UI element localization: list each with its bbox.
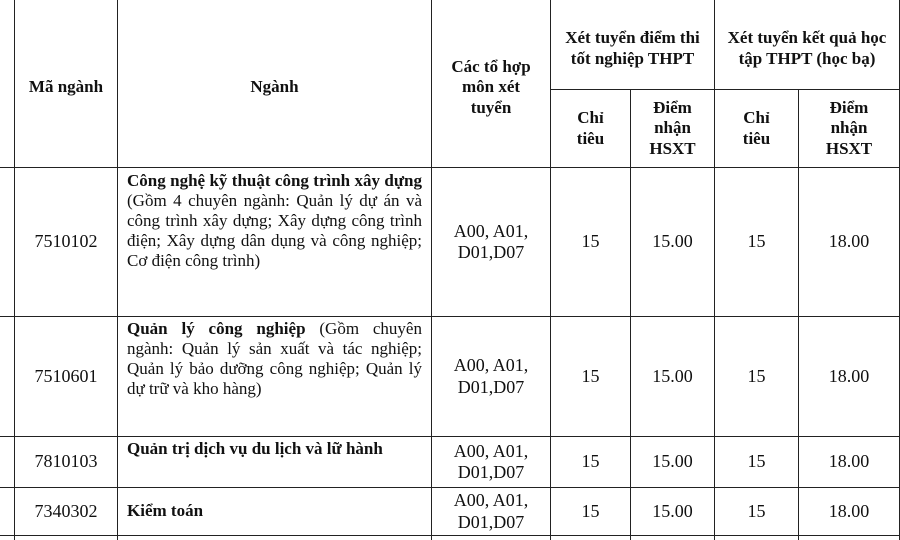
row-thpt-quota: 15 — [551, 488, 631, 536]
margin-cell — [799, 536, 900, 540]
header-major: Ngành — [118, 8, 432, 168]
margin-cell — [0, 0, 15, 8]
row-major — [118, 168, 432, 317]
margin-cell — [0, 437, 15, 488]
major-name: Quản trị dịch vụ du lịch và lữ hành — [127, 439, 383, 458]
margin-cell — [0, 536, 15, 540]
row-major — [118, 437, 432, 488]
row-thpt-score: 15.00 — [631, 488, 715, 536]
margin-cell — [0, 8, 15, 168]
row-major — [118, 317, 432, 437]
row-code: 7510601 — [15, 317, 118, 437]
margin-cell — [0, 168, 15, 317]
row-hocba-score: 18.00 — [799, 437, 900, 488]
header-group-hocba: Xét tuyển kết quả học tập THPT (học bạ) — [715, 8, 900, 90]
row-thpt-score: 15.00 — [631, 317, 715, 437]
row-hocba-score: 18.00 — [799, 168, 900, 317]
row-thpt-quota: 15 — [551, 437, 631, 488]
row-thpt-quota: 15 — [551, 168, 631, 317]
major-name: Quản lý công nghiệp — [127, 319, 306, 338]
header-subject-combos: Các tổ hợp môn xét tuyển — [432, 8, 551, 168]
header-hocba-quota: Chỉ tiêu — [715, 90, 799, 168]
margin-cell — [118, 0, 432, 8]
margin-cell — [551, 536, 631, 540]
row-hocba-score: 18.00 — [799, 488, 900, 536]
row-thpt-score: 15.00 — [631, 168, 715, 317]
margin-cell — [0, 488, 15, 536]
header-group-thpt: Xét tuyển điểm thi tốt nghiệp THPT — [551, 8, 715, 90]
major-name: Công nghệ kỹ thuật công trình xây dựng — [127, 171, 422, 190]
row-major — [118, 488, 432, 536]
margin-cell — [551, 0, 715, 8]
margin-cell — [0, 317, 15, 437]
row-code: 7340302 — [15, 488, 118, 536]
row-combos: A00, A01, D01,D07 — [432, 437, 551, 488]
header-code: Mã ngành — [15, 8, 118, 168]
row-hocba-quota: 15 — [715, 488, 799, 536]
margin-cell — [432, 536, 551, 540]
header-thpt-score: Điểm nhận HSXT — [631, 90, 715, 168]
row-hocba-quota: 15 — [715, 317, 799, 437]
row-hocba-score: 18.00 — [799, 317, 900, 437]
header-hocba-score: Điểm nhận HSXT — [799, 90, 900, 168]
row-combos: A00, A01, D01,D07 — [432, 488, 551, 536]
header-thpt-quota: Chỉ tiêu — [551, 90, 631, 168]
row-thpt-score: 15.00 — [631, 437, 715, 488]
row-thpt-quota: 15 — [551, 317, 631, 437]
row-combos: A00, A01, D01,D07 — [432, 168, 551, 317]
margin-cell — [432, 0, 551, 8]
margin-cell — [715, 0, 900, 8]
margin-cell — [118, 536, 432, 540]
major-name: Kiểm toán — [127, 501, 204, 521]
row-combos: A00, A01, D01,D07 — [432, 317, 551, 437]
row-code: 7810103 — [15, 437, 118, 488]
row-code: 7510102 — [15, 168, 118, 317]
major-detail: (Gồm 4 chuyên ngành: Quản lý dự án và công trình xây dựng; Xây dựng công trình điện; Xây dựng dân dụng và công nghiệp; Cơ điện công trình) — [127, 191, 422, 271]
margin-cell — [631, 536, 715, 540]
margin-cell — [715, 536, 799, 540]
margin-cell — [15, 0, 118, 8]
row-hocba-quota: 15 — [715, 168, 799, 317]
margin-cell — [15, 536, 118, 540]
major-detail: (Gồm chuyên ngành: Quản lý sản xuất và tác nghiệp; Quản lý bảo dưỡng công nghiệp; Quản lý dự trữ và kho hàng) — [127, 319, 422, 399]
row-hocba-quota: 15 — [715, 437, 799, 488]
